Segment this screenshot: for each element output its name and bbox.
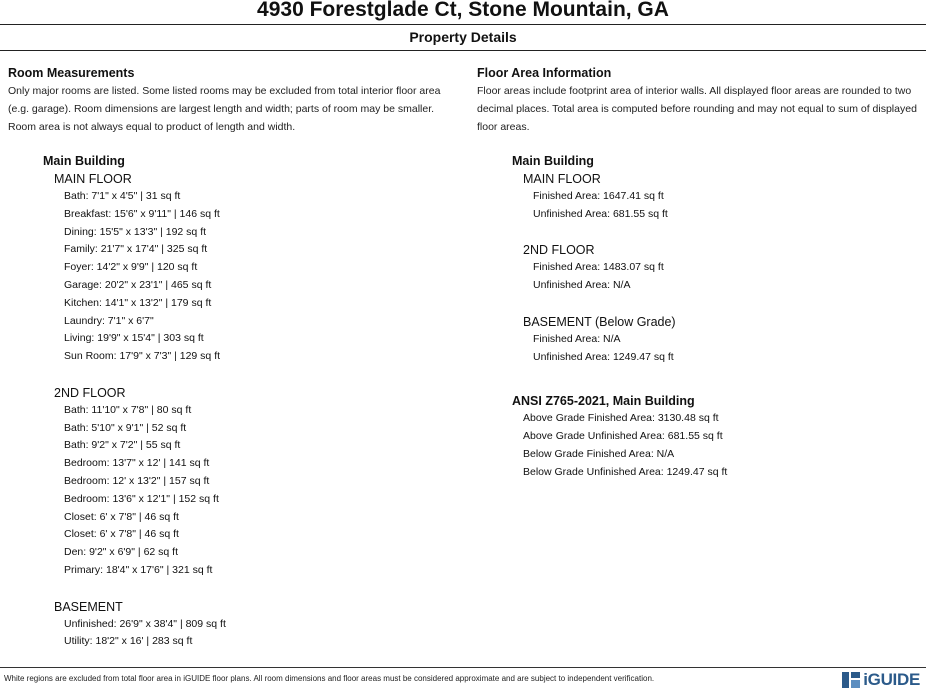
unfinished-area: Unfinished Area: 681.55 sq ft [533,207,668,220]
room-entry: Bath: 9'2" x 7'2" | 55 sq ft [64,439,181,452]
room-entry: Closet: 6' x 7'8" | 46 sq ft [64,510,179,523]
building-name: Main Building [512,154,594,168]
room-entry: Bath: 5'10" x 9'1" | 52 sq ft [64,421,187,434]
room-measurements-note-line: Room area is not always equal to product of length and width. [8,121,296,133]
ansi-entry: Below Grade Unfinished Area: 1249.47 sq ft [523,465,728,478]
page-subtitle: Property Details [409,29,517,45]
room-entry: Kitchen: 14'1" x 13'2" | 179 sq ft [64,296,212,309]
room-entry: Bath: 11'10" x 7'8" | 80 sq ft [64,403,192,416]
floor-area-heading: Floor Area Information [477,66,612,80]
floor-area-note-line: Floor areas include footprint area of interior walls. All displayed floor areas are rounded to two [477,85,912,97]
unfinished-area: Unfinished Area: 1249.47 sq ft [533,350,674,363]
footer-divider [0,667,926,668]
ansi-entry: Below Grade Finished Area: N/A [523,447,675,460]
floor-label-second: 2ND FLOOR [523,243,595,258]
room-entry: Utility: 18'2" x 16' | 283 sq ft [64,635,193,648]
room-measurements-note-line: Only major rooms are listed. Some listed rooms may be excluded from total interior floor area [8,85,441,97]
ansi-entry: Above Grade Finished Area: 3130.48 sq ft [523,412,719,425]
room-entry: Dining: 15'5" x 13'3" | 192 sq ft [64,225,207,238]
floor-label-second: 2ND FLOOR [54,385,126,400]
room-list [43,152,463,651]
room-measurements-section [8,64,468,136]
page-title: 4930 Forestglade Ct, Stone Mountain, GA [257,0,669,21]
finished-area: Finished Area: 1647.41 sq ft [533,190,664,202]
room-entry: Bedroom: 13'7" x 12' | 141 sq ft [64,457,210,470]
unfinished-area: Unfinished Area: N/A [533,279,631,292]
footer-disclaimer: White regions are excluded from total floor area in iGUIDE floor plans. All room dimensions and floor areas must be considered approximate and are subject to independent verification. [4,674,655,683]
title-divider [0,24,926,25]
iguide-logo-text: iGUIDE [863,670,920,689]
room-entry: Family: 21'7" x 17'4" | 325 sq ft [64,243,208,256]
room-entry: Foyer: 14'2" x 9'9" | 120 sq ft [64,261,198,274]
finished-area: Finished Area: 1483.07 sq ft [533,261,664,274]
room-measurements-note-line: (e.g. garage). Room dimensions are largest length and width; parts of room may be smaller. [8,103,435,115]
room-entry: Bath: 7'1" x 4'5" | 31 sq ft [64,190,181,202]
floor-area-note-line: floor areas. [477,121,530,133]
room-measurements-heading: Room Measurements [8,66,135,80]
room-entry: Closet: 6' x 7'8" | 46 sq ft [64,528,179,541]
floor-area-note-line: decimal places. Total area is computed before rounding and may not equal to sum of displayed [477,103,917,115]
iguide-logo-icon [842,672,860,688]
room-entry: Primary: 18'4" x 17'6" | 321 sq ft [64,563,213,576]
room-entry: Unfinished: 26'9" x 38'4" | 809 sq ft [64,617,226,630]
building-name: Main Building [43,154,125,168]
room-entry: Den: 9'2" x 6'9" | 62 sq ft [64,546,179,559]
room-entry: Sun Room: 17'9" x 7'3" | 129 sq ft [64,350,221,363]
room-entry: Garage: 20'2" x 23'1" | 465 sq ft [64,278,212,291]
ansi-entry: Above Grade Unfinished Area: 681.55 sq ft [523,429,723,442]
floor-label-basement: BASEMENT (Below Grade) [523,314,676,329]
subtitle-divider [0,50,926,51]
floor-area-list [512,152,922,481]
finished-area: Finished Area: N/A [533,332,621,345]
iguide-logo [842,670,920,690]
floor-label-basement: BASEMENT [54,599,123,614]
floor-label-main: MAIN FLOOR [523,172,601,186]
floor-label-main: MAIN FLOOR [54,172,132,186]
room-entry: Laundry: 7'1" x 6'7" [64,314,154,327]
floor-area-section [477,64,926,136]
room-entry: Bedroom: 13'6" x 12'1" | 152 sq ft [64,492,219,505]
room-entry: Bedroom: 12' x 13'2" | 157 sq ft [64,474,210,487]
ansi-heading: ANSI Z765-2021, Main Building [512,394,695,409]
room-entry: Breakfast: 15'6" x 9'11" | 146 sq ft [64,207,220,220]
room-entry: Living: 19'9" x 15'4" | 303 sq ft [64,332,204,345]
